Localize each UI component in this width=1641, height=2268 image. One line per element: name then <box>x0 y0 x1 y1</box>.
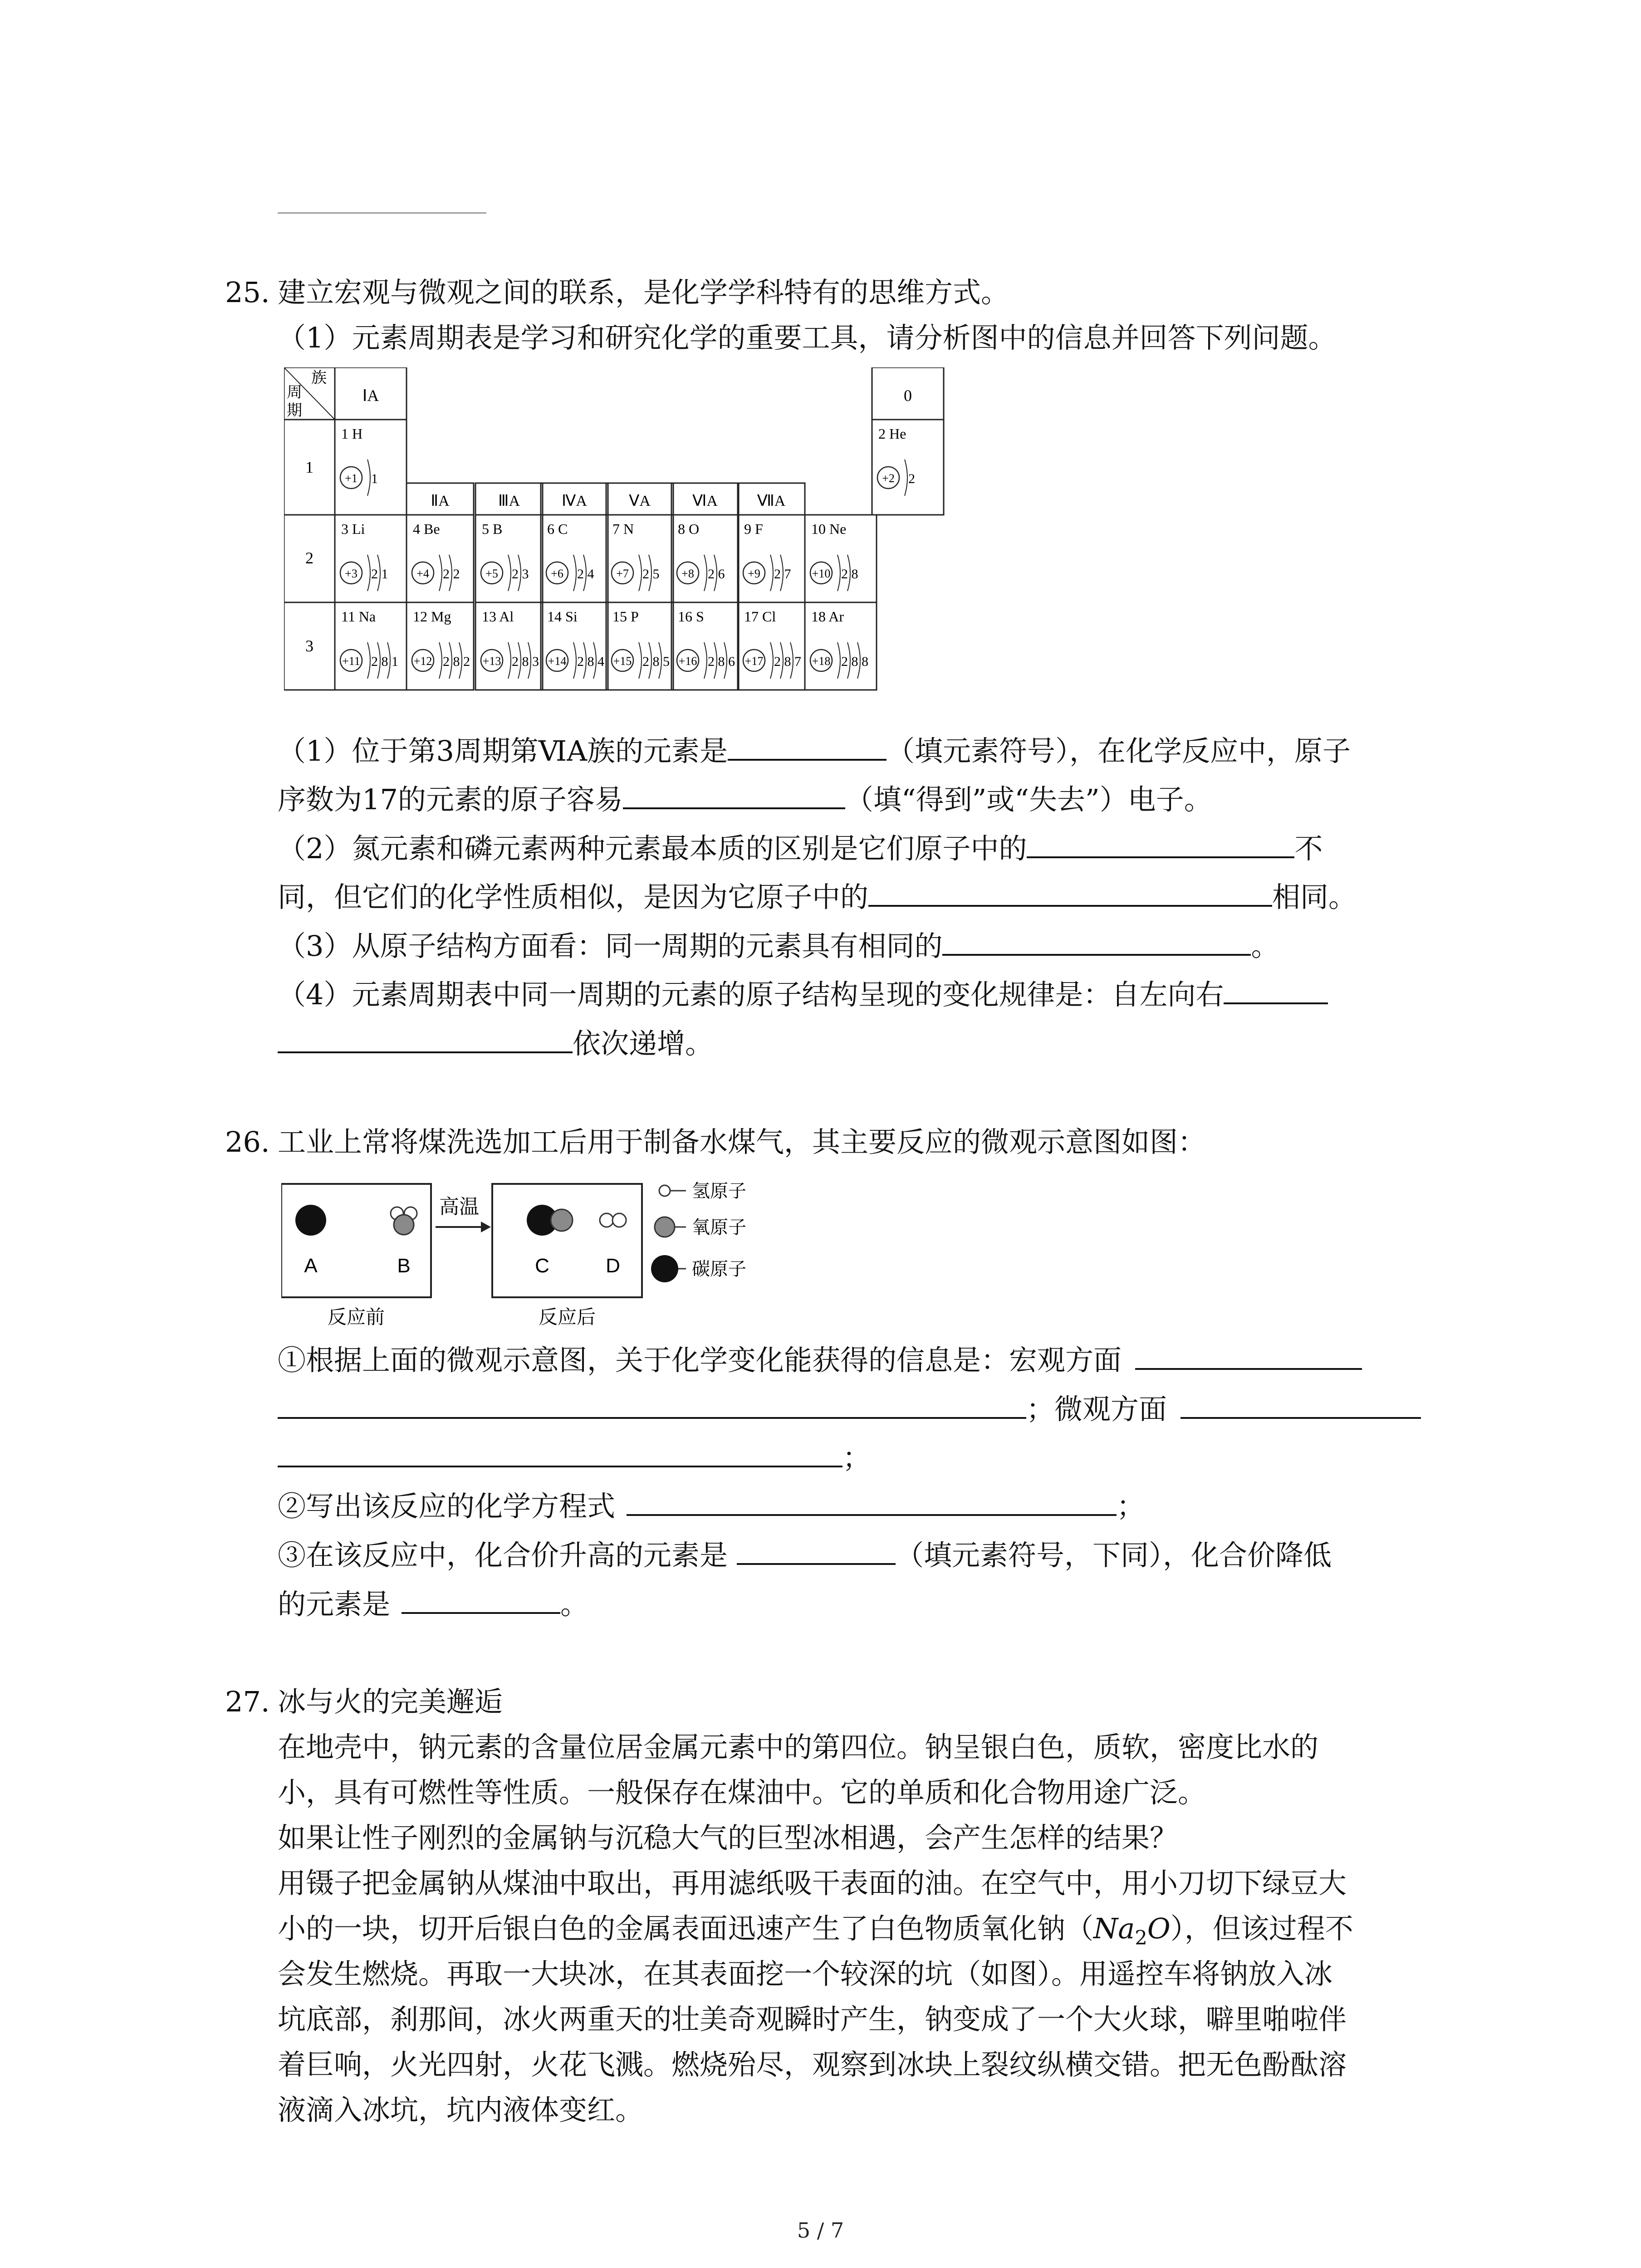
electron-shell-arc <box>573 642 576 679</box>
element-label: 16 S <box>678 608 704 625</box>
nucleus-charge: +10 <box>812 567 831 580</box>
q25-part3-line <box>278 928 1279 964</box>
q25-p1-text-a: （1）位于第3周期第ⅥA族的元素是 <box>278 734 728 767</box>
nucleus-charge: +2 <box>882 472 895 485</box>
q26-s2-text-b: ； <box>1117 1490 1145 1523</box>
period-number-2: 2 <box>305 549 314 567</box>
q27-paragraph-line3: 如果让性子刚烈的金属钠与沉稳大气的巨型冰相遇，会产生怎样的结果？ <box>278 1821 1178 1854</box>
nucleus-charge: +13 <box>482 655 501 668</box>
periodic-table-figure <box>284 367 946 721</box>
q25-part2-line2 <box>278 879 1357 915</box>
carbon-atom-A <box>295 1205 326 1236</box>
question-26-number: 26. <box>225 1125 270 1158</box>
q27-paragraph-line9: 液滴入冰坑，坑内液体变红。 <box>278 2093 644 2126</box>
legend-carbon-icon <box>651 1255 678 1282</box>
answer-blank-q25-6a[interactable] <box>1224 976 1328 1004</box>
q25-p1-text-d: （填“得到”或“失去”）电子。 <box>845 783 1212 816</box>
legend-hydrogen-label: 氢原子 <box>692 1182 746 1202</box>
corner-group-label: 族 <box>311 369 327 387</box>
q26-sub3-line2 <box>278 1586 588 1623</box>
shell-electron-counts: 2 8 7 <box>774 654 801 669</box>
nucleus-charge: +14 <box>548 655 567 668</box>
element-label: 14 Si <box>547 608 578 625</box>
oxygen-atom-C <box>551 1209 573 1231</box>
shell-electron-counts: 2 4 <box>577 567 594 582</box>
nucleus-charge: +15 <box>613 655 632 668</box>
answer-blank-q25-4[interactable] <box>868 879 1272 907</box>
legend-oxygen-icon <box>655 1217 675 1237</box>
nucleus-charge: +11 <box>342 655 360 668</box>
answer-blank-q25-6b[interactable] <box>278 1025 573 1053</box>
q26-sub1-line1 <box>278 1342 1362 1378</box>
q26-s1-text-c: ； <box>843 1441 871 1474</box>
electron-shell-arc <box>905 459 907 496</box>
element-label: 17 Cl <box>744 608 776 625</box>
answer-blank-q25-2[interactable] <box>623 781 845 809</box>
electron-shell-arc <box>838 555 840 591</box>
after-box <box>492 1184 642 1297</box>
hydrogen-atom-D2 <box>612 1213 626 1227</box>
shell-electron-counts: 2 <box>908 471 915 486</box>
q25-p1-text-b: （填元素符号），在化学反应中，原子 <box>887 734 1351 767</box>
electron-shell-arc <box>704 642 707 679</box>
group-header-label: ⅤA <box>629 493 651 509</box>
corner-period-label-2: 期 <box>287 401 302 420</box>
element-label: 9 F <box>744 521 763 537</box>
q26-sub2-line <box>278 1488 1145 1525</box>
label-after: 反应后 <box>538 1306 596 1328</box>
shell-electron-counts: 2 5 <box>642 567 660 582</box>
q25-part1-line1 <box>278 733 1351 769</box>
element-label: 2 He <box>878 425 906 442</box>
label-before: 反应前 <box>327 1306 385 1328</box>
element-label: 4 Be <box>413 521 440 537</box>
nucleus-charge: +9 <box>748 567 760 580</box>
page-footer: 5 / 7 <box>797 2218 844 2243</box>
nucleus-charge: +6 <box>551 567 563 580</box>
answer-blank-q26-3a[interactable] <box>737 1537 896 1565</box>
element-label: 13 Al <box>482 608 514 625</box>
question-25-intro: （1）元素周期表是学习和研究化学的重要工具，请分析图中的信息并回答下列问题。 <box>278 321 1337 354</box>
nucleus-charge: +16 <box>678 655 697 668</box>
question-25-stem: 建立宏观与微观之间的联系，是化学学科特有的思维方式。 <box>278 276 1009 309</box>
q26-s1-text-b: ；微观方面 <box>1026 1393 1167 1426</box>
label-B: B <box>397 1255 411 1277</box>
nucleus-charge: +8 <box>681 567 694 580</box>
legend-oxygen-label: 氧原子 <box>692 1217 746 1238</box>
q25-p2-text-a: （2）氮元素和磷元素两种元素最本质的区别是它们原子中的 <box>278 832 1027 865</box>
q27-l5-text-a: 小的一块，切开后银白色的金属表面迅速产生了白色物质氧化钠（ <box>278 1912 1094 1945</box>
element-label: 10 Ne <box>811 521 847 537</box>
hydrogen-atom-D1 <box>600 1213 613 1227</box>
formula-subscript: 2 <box>1135 1926 1147 1950</box>
question-27-title: 冰与火的完美邂逅 <box>278 1685 503 1718</box>
reaction-diagram <box>281 1182 808 1331</box>
shell-electron-counts: 2 8 2 <box>443 654 470 669</box>
answer-blank-q25-3[interactable] <box>1027 830 1294 858</box>
group-1A-label: ⅠA <box>362 386 379 405</box>
q27-l5-text-b: ），但该过程不 <box>1170 1912 1353 1945</box>
shell-electron-counts: 2 1 <box>371 567 388 582</box>
electron-shell-arc <box>770 642 773 679</box>
answer-blank-q26-2[interactable] <box>627 1488 1117 1516</box>
before-box <box>281 1184 431 1297</box>
element-label: 12 Mg <box>413 608 451 625</box>
group-header-label: ⅢA <box>498 493 520 509</box>
electron-shell-arc <box>704 555 707 591</box>
q26-s1-text-a: ①根据上面的微观示意图，关于化学变化能获得的信息是：宏观方面 <box>278 1344 1122 1377</box>
shell-electron-counts: 2 8 1 <box>371 654 398 669</box>
shell-electron-counts: 2 3 <box>512 567 529 582</box>
electron-shell-arc <box>439 642 442 679</box>
shell-electron-counts: 2 8 3 <box>512 654 539 669</box>
group-header-label: ⅡA <box>431 493 450 509</box>
label-A: A <box>304 1255 318 1277</box>
q27-paragraph-line5 <box>278 1911 1353 1956</box>
q25-p2-text-b: 不 <box>1294 832 1323 865</box>
shell-electron-counts: 2 8 8 <box>841 654 868 669</box>
answer-blank-q26-1d[interactable] <box>278 1439 843 1467</box>
shell-electron-counts: 2 2 <box>443 567 460 582</box>
legend-carbon-label: 碳原子 <box>692 1259 746 1280</box>
question-25-number: 25. <box>225 276 270 309</box>
q25-part4-line1 <box>278 976 1328 1013</box>
electron-shell-arc <box>367 642 370 679</box>
q27-paragraph-line7: 坑底部，刹那间，冰火两重天的壮美奇观瞬时产生，钠变成了一个大火球，噼里啪啦伴 <box>278 2003 1347 2036</box>
element-label: 6 C <box>547 521 568 537</box>
q27-paragraph-line6: 会发生燃烧。再取一大块冰，在其表面挖一个较深的坑（如图）。用遥控车将钠放入冰 <box>278 1957 1333 1990</box>
periodic-table-svg <box>284 367 946 721</box>
electron-shell-arc <box>573 555 576 591</box>
q25-p2-text-c: 同，但它们的化学性质相似，是因为它原子中的 <box>278 880 869 914</box>
label-D: D <box>606 1255 620 1277</box>
group-0-label: 0 <box>904 386 912 405</box>
electron-shell-arc <box>639 642 642 679</box>
q27-paragraph-line2: 小，具有可燃性等性质。一般保存在煤油中。它的单质和化合物用途广泛。 <box>278 1776 1206 1809</box>
q26-s2-text-a: ②写出该反应的化学方程式 <box>278 1490 616 1523</box>
q25-part1-line2 <box>278 781 1212 818</box>
element-label: 8 O <box>678 521 700 537</box>
answer-blank-q25-1[interactable] <box>728 733 887 761</box>
formula-na: Na <box>1093 1912 1135 1945</box>
element-label: 11 Na <box>341 608 376 625</box>
corner-period-label-1: 周 <box>287 383 302 401</box>
nucleus-charge: +3 <box>345 567 358 580</box>
answer-blank-q26-3b[interactable] <box>402 1586 560 1614</box>
q25-p4-text-a: （4）元素周期表中同一周期的元素的原子结构呈现的变化规律是：自左向右 <box>278 978 1224 1011</box>
group-header-label: ⅦA <box>757 493 786 509</box>
header-rule <box>278 212 486 214</box>
q26-s3-text-c: 的元素是 <box>278 1588 391 1621</box>
electron-shell-arc <box>508 555 511 591</box>
nucleus-charge: +4 <box>416 567 429 580</box>
shell-electron-counts: 1 <box>371 471 378 486</box>
q25-p1-text-c: 序数为17的元素的原子容易 <box>278 783 623 816</box>
electron-shell-arc <box>838 642 840 679</box>
q25-p3-text-a: （3）从原子结构方面看：同一周期的元素具有相同的 <box>278 929 943 963</box>
formula-o: O <box>1147 1912 1171 1945</box>
shell-electron-counts: 2 7 <box>774 567 791 582</box>
electron-shell-arc <box>508 642 511 679</box>
q26-sub1-line3 <box>278 1439 871 1476</box>
label-C: C <box>535 1255 549 1277</box>
q26-s3-text-b: （填元素符号，下同），化合价降低 <box>896 1539 1332 1572</box>
answer-blank-q26-1a[interactable] <box>1135 1342 1362 1370</box>
group-header-label: ⅥA <box>692 493 718 509</box>
electron-shell-arc <box>367 555 370 591</box>
element-label: 5 B <box>482 521 503 537</box>
element-label: 1 H <box>341 425 363 442</box>
nucleus-charge: +18 <box>812 655 831 668</box>
electron-shell-arc <box>439 555 442 591</box>
answer-blank-q26-1c[interactable] <box>1181 1391 1421 1419</box>
q26-s3-text-d: 。 <box>560 1588 589 1621</box>
arrow-head <box>481 1222 491 1232</box>
question-27-number: 27. <box>225 1685 270 1718</box>
oxygen-atom-B <box>394 1215 414 1235</box>
reaction-diagram-svg <box>281 1182 808 1331</box>
q25-p4-text-b: 依次递增。 <box>573 1027 714 1060</box>
nucleus-charge: +5 <box>485 567 498 580</box>
nucleus-charge: +1 <box>345 472 358 485</box>
shell-electron-counts: 2 8 6 <box>708 654 735 669</box>
shell-electron-counts: 2 8 <box>841 567 858 582</box>
element-label: 3 Li <box>341 521 365 537</box>
electron-shell-arc <box>639 555 642 591</box>
answer-blank-q25-5[interactable] <box>942 928 1251 956</box>
q26-sub1-line2 <box>278 1391 1421 1427</box>
electron-shell-arc <box>770 555 773 591</box>
nucleus-charge: +7 <box>616 567 629 580</box>
shell-electron-counts: 2 8 5 <box>642 654 670 669</box>
q27-paragraph-line8: 着巨响，火光四射，火花飞溅。燃烧殆尽，观察到冰块上裂纹纵横交错。把无色酚酞溶 <box>278 2048 1347 2081</box>
q25-part4-line2 <box>278 1025 713 1062</box>
q26-s3-text-a: ③在该反应中，化合价升高的元素是 <box>278 1539 728 1572</box>
element-label: 15 P <box>612 608 639 625</box>
arrow-label: 高温 <box>439 1195 479 1218</box>
q26-sub3-line1 <box>278 1537 1332 1574</box>
q27-paragraph-line4: 用镊子把金属钠从煤油中取出，再用滤纸吸干表面的油。在空气中，用小刀切下绿豆大 <box>278 1867 1347 1900</box>
q25-p3-text-b: 。 <box>1251 929 1279 963</box>
element-label: 18 Ar <box>811 608 844 625</box>
question-26-stem: 工业上常将煤洗选加工后用于制备水煤气，其主要反应的微观示意图如图： <box>278 1125 1206 1158</box>
period-number-3: 3 <box>305 637 314 655</box>
element-label: 7 N <box>612 521 634 537</box>
legend-hydrogen-icon <box>659 1185 670 1196</box>
q25-part2-line1 <box>278 830 1323 867</box>
electron-shell-arc <box>367 459 370 496</box>
shell-electron-counts: 2 6 <box>708 567 725 582</box>
nucleus-charge: +17 <box>745 655 764 668</box>
answer-blank-q26-1b[interactable] <box>278 1391 1026 1419</box>
period-number-1: 1 <box>305 458 314 476</box>
q25-p2-text-d: 相同。 <box>1272 880 1357 914</box>
shell-electron-counts: 2 8 4 <box>577 654 604 669</box>
group-header-label: ⅣA <box>562 493 587 509</box>
q27-paragraph-line1: 在地壳中，钠元素的含量位居金属元素中的第四位。钠呈银白色，质软，密度比水的 <box>278 1730 1319 1764</box>
nucleus-charge: +12 <box>413 655 432 668</box>
